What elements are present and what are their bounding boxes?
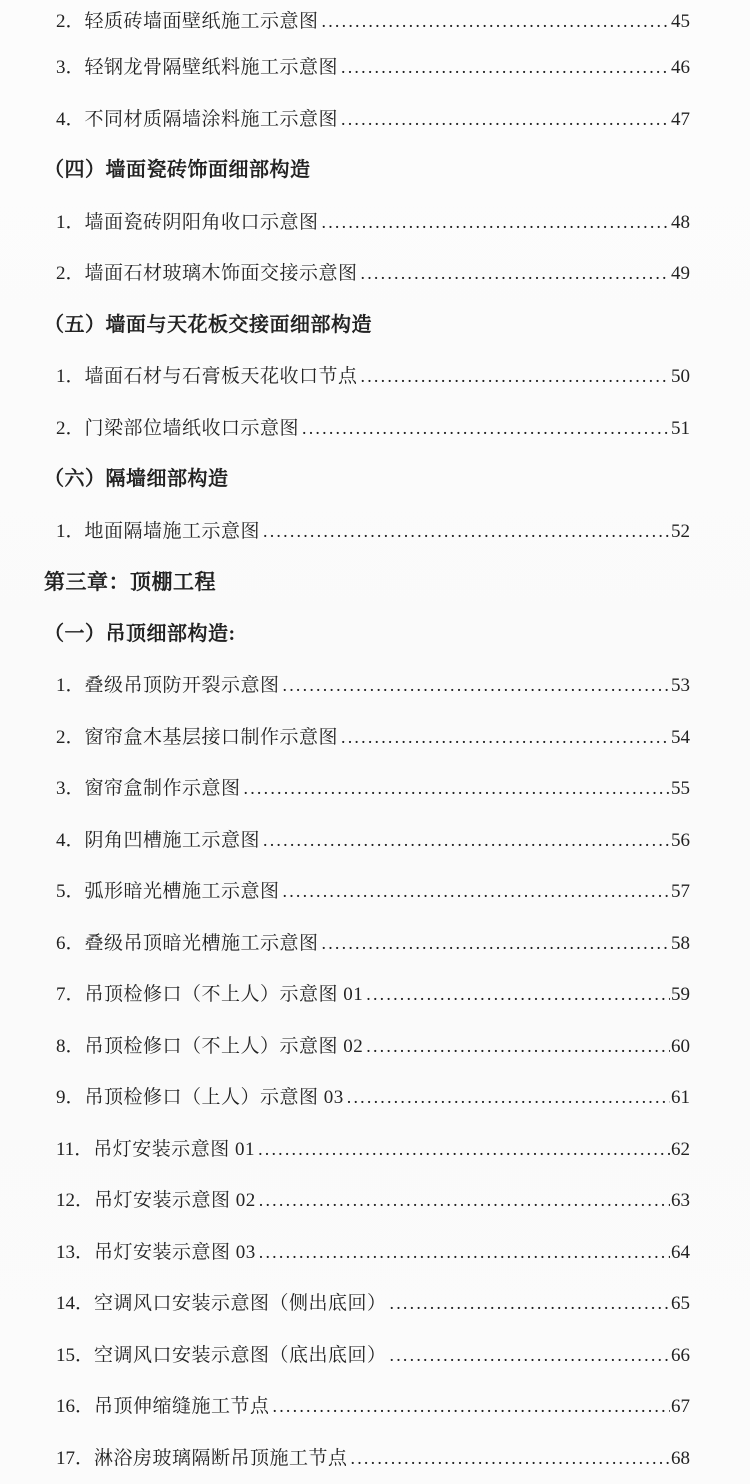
toc-section-heading [44, 145, 690, 197]
toc-entry-number: 3． [56, 763, 85, 815]
toc-entry-title: 吊灯安装示意图 01 [93, 1124, 255, 1176]
toc-entry-title: 墙面瓷砖阴阳角收口示意图 [85, 197, 319, 249]
toc-entry-page: 52 [671, 506, 690, 558]
toc-entry-title: 吊顶伸缩缝施工节点 [94, 1381, 270, 1433]
toc-entry-title: 不同材质隔墙涂料施工示意图 [85, 94, 339, 146]
toc-entry-title: 轻质砖墙面壁纸施工示意图 [85, 1, 319, 43]
toc-entry-number: 1． [56, 197, 85, 249]
dot-leader [273, 1381, 670, 1433]
toc-entry-number: 8． [56, 1021, 85, 1073]
dot-leader [283, 660, 670, 712]
toc-item-row [56, 1124, 690, 1176]
dot-leader [283, 866, 670, 918]
toc-entry-number: 2． [56, 1, 85, 43]
toc-item-row [56, 94, 690, 146]
toc-entry-number: 6． [56, 918, 85, 970]
toc-entry-number: 1． [56, 660, 85, 712]
toc-item-row [56, 918, 690, 970]
toc-entry-page: 65 [671, 1278, 690, 1330]
toc-entry-page: 63 [671, 1175, 690, 1227]
toc-entry-title: 叠级吊顶暗光槽施工示意图 [85, 918, 319, 970]
toc-section-heading [44, 609, 690, 661]
toc-entry-page: 48 [671, 197, 690, 249]
toc-item-row [56, 506, 690, 558]
toc-entry-page: 68 [671, 1433, 690, 1484]
toc-entry-number: 17． [56, 1433, 94, 1484]
dot-leader [322, 197, 670, 249]
toc-section-title: （四）墙面瓷砖饰面细部构造 [44, 145, 311, 197]
dot-leader [263, 815, 670, 867]
toc-item-row [56, 1433, 690, 1484]
toc-entry-number: 1． [56, 506, 85, 558]
toc-entry-title: 空调风口安装示意图（底出底回） [94, 1330, 387, 1382]
toc-entry-page: 60 [671, 1021, 690, 1073]
toc-item-row [56, 0, 690, 42]
toc-entry-page: 59 [671, 969, 690, 1021]
toc-entry-page: 51 [671, 403, 690, 455]
toc-entry-page: 53 [671, 660, 690, 712]
toc-item-row [56, 1330, 690, 1382]
toc-entry-number: 5． [56, 866, 85, 918]
toc-entry-number: 2． [56, 248, 85, 300]
dot-leader [302, 403, 670, 455]
dot-leader [390, 1278, 670, 1330]
dot-leader [244, 763, 670, 815]
toc-entry-title: 阴角凹槽施工示意图 [85, 815, 261, 867]
dot-leader [259, 1227, 670, 1279]
toc-entry-page: 58 [671, 918, 690, 970]
toc-entry-number: 15． [56, 1330, 94, 1382]
toc-entry-title: 吊顶检修口（上人）示意图 03 [85, 1072, 344, 1124]
toc-item-row [56, 1072, 690, 1124]
dot-leader [366, 1021, 670, 1073]
toc-item-row [56, 712, 690, 764]
toc-entry-number: 13． [56, 1227, 94, 1279]
toc-entry-page: 62 [671, 1124, 690, 1176]
toc-entry-title: 门梁部位墙纸收口示意图 [85, 403, 300, 455]
toc-entry-title: 空调风口安装示意图（侧出底回） [94, 1278, 387, 1330]
toc-entry-number: 3． [56, 42, 85, 94]
toc-entry-title: 吊顶检修口（不上人）示意图 01 [85, 969, 364, 1021]
toc-entry-number: 9． [56, 1072, 85, 1124]
toc-item-row [56, 1175, 690, 1227]
toc-entry-title: 弧形暗光槽施工示意图 [85, 866, 280, 918]
toc-entry-title: 地面隔墙施工示意图 [85, 506, 261, 558]
toc-entry-page: 56 [671, 815, 690, 867]
toc-entry-number: 2． [56, 403, 85, 455]
toc-entry-title: 墙面石材玻璃木饰面交接示意图 [85, 248, 358, 300]
toc-entry-number: 12． [56, 1175, 94, 1227]
toc-entry-page: 50 [671, 351, 690, 403]
toc-entry-number: 11． [56, 1124, 93, 1176]
toc-chapter-title: 第三章：顶棚工程 [44, 557, 216, 609]
toc-item-row [56, 197, 690, 249]
toc-item-row [56, 1227, 690, 1279]
toc-entry-title: 吊灯安装示意图 02 [94, 1175, 256, 1227]
toc-item-row [56, 815, 690, 867]
dot-leader [341, 94, 670, 146]
dot-leader [361, 248, 670, 300]
toc-entry-page: 67 [671, 1381, 690, 1433]
dot-leader [259, 1175, 670, 1227]
toc-entry-page: 45 [671, 1, 690, 43]
dot-leader [366, 969, 670, 1021]
dot-leader [322, 918, 670, 970]
toc-entry-title: 吊顶检修口（不上人）示意图 02 [85, 1021, 364, 1073]
toc-section-heading [44, 300, 690, 352]
toc-item-row [56, 248, 690, 300]
toc-entry-number: 16． [56, 1381, 94, 1433]
toc-item-row [56, 969, 690, 1021]
dot-leader [351, 1433, 670, 1484]
toc-entry-title: 窗帘盒木基层接口制作示意图 [85, 712, 339, 764]
toc-entry-page: 47 [671, 94, 690, 146]
toc-entry-title: 叠级吊顶防开裂示意图 [85, 660, 280, 712]
toc-section-title: （六）隔墙细部构造 [44, 454, 229, 506]
dot-leader [263, 506, 670, 558]
toc-section-title: （一）吊顶细部构造: [44, 609, 236, 661]
toc-entry-title: 淋浴房玻璃隔断吊顶施工节点 [94, 1433, 348, 1484]
toc-entry-page: 46 [671, 42, 690, 94]
toc-item-row [56, 403, 690, 455]
toc-entry-title: 墙面石材与石膏板天花收口节点 [85, 351, 358, 403]
toc-entry-page: 66 [671, 1330, 690, 1382]
toc-entry-page: 57 [671, 866, 690, 918]
toc-chapter-heading [44, 557, 690, 609]
toc-section-heading [44, 454, 690, 506]
dot-leader [322, 0, 670, 43]
toc-entry-title: 吊灯安装示意图 03 [94, 1227, 256, 1279]
toc-entry-number: 2． [56, 712, 85, 764]
toc-entry-page: 49 [671, 248, 690, 300]
dot-leader [347, 1072, 670, 1124]
toc-entry-page: 54 [671, 712, 690, 764]
dot-leader [341, 42, 670, 94]
toc-item-row [56, 351, 690, 403]
toc-entry-number: 1． [56, 351, 85, 403]
dot-leader [390, 1330, 670, 1382]
dot-leader [258, 1124, 670, 1176]
toc-entry-number: 14． [56, 1278, 94, 1330]
toc-item-row [56, 42, 690, 94]
toc-entry-number: 7． [56, 969, 85, 1021]
toc-item-row [56, 763, 690, 815]
toc-item-row [56, 866, 690, 918]
toc-item-row [56, 1021, 690, 1073]
toc-section-title: （五）墙面与天花板交接面细部构造 [44, 300, 372, 352]
dot-leader [361, 351, 670, 403]
toc-entry-title: 轻钢龙骨隔壁纸料施工示意图 [85, 42, 339, 94]
dot-leader [341, 712, 670, 764]
toc-entry-title: 窗帘盒制作示意图 [85, 763, 241, 815]
toc-entry-page: 55 [671, 763, 690, 815]
toc-item-row [56, 660, 690, 712]
toc-entry-number: 4． [56, 94, 85, 146]
toc-item-row [56, 1278, 690, 1330]
toc-entry-page: 61 [671, 1072, 690, 1124]
toc-entry-number: 4． [56, 815, 85, 867]
toc-item-row [56, 1381, 690, 1433]
toc-entry-page: 64 [671, 1227, 690, 1279]
